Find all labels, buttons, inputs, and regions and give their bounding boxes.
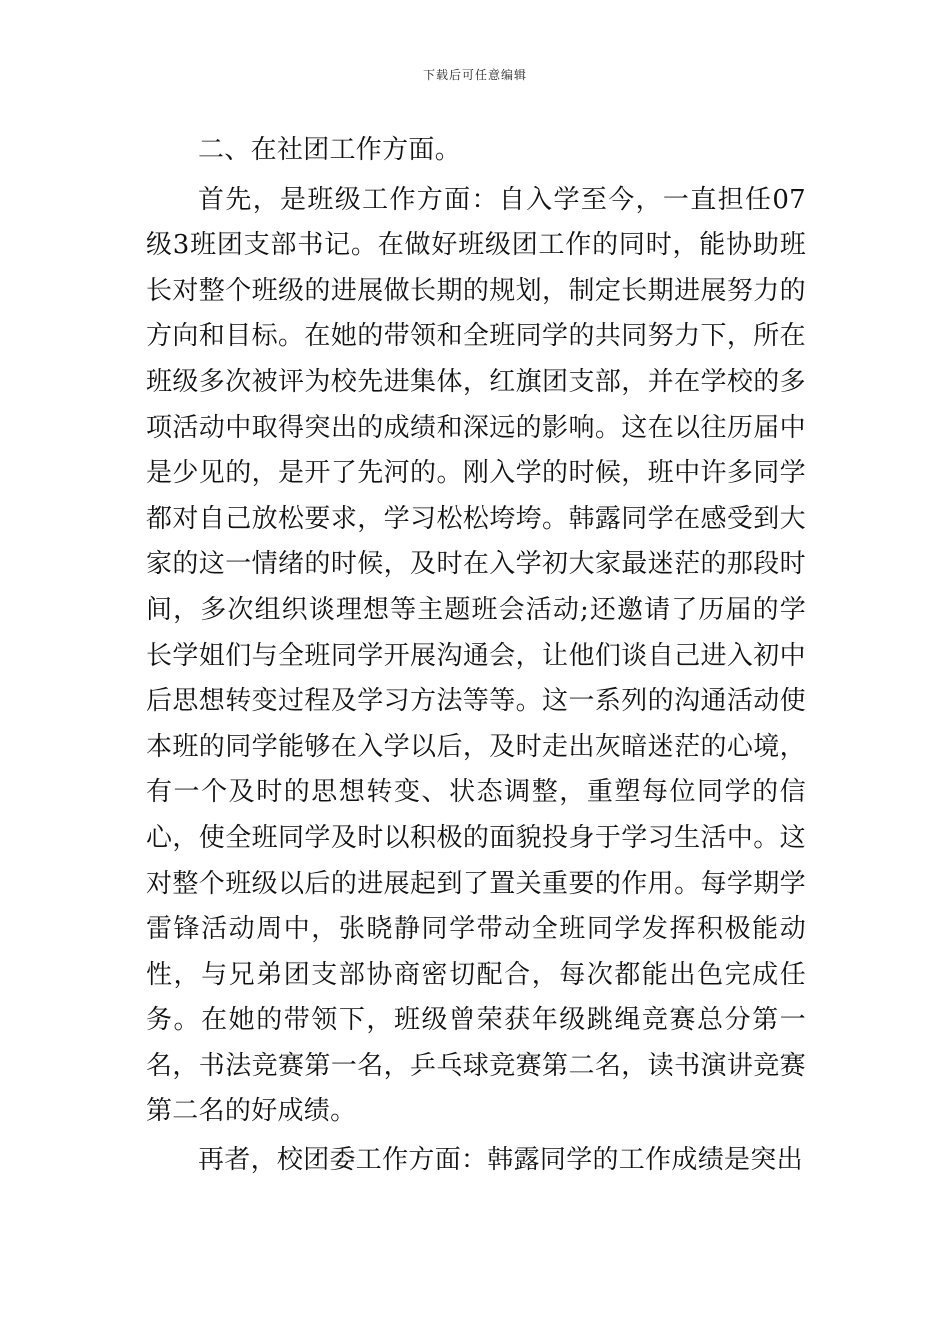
section-heading: 二、在社团工作方面。	[198, 135, 462, 165]
header-note: 下载后可任意编辑	[422, 68, 527, 82]
paragraph: 首先，是班级工作方面：自入学至今，一直担任07级3班团支部书记。在做好班级团工作的同时，能协助班长对整个班级的进展做长期的规划，制定长期进展努力的方向和目标。在她的带领和全班同学的共同努力下，所在班级多次被评为校先进集体，红旗团支部，并在学校的多项活动中取得突出的成绩和深远的影响。这在以往历届中是少见的，是开了先河的。刚入学的时候，班中许多同学都对自己放松要求，学习松松垮垮。韩露同学在感受到大家的这一情绪的时候，及时在入学初大家最迷茫的那段时间，多次组织谈理想等主题班会活动;还邀请了历届的学长学姐们与全班同学开展沟通会，让他们谈自己进入初中后思想转变过程及学习方法等等。这一系列的沟通活动使本班的同学能够在入学以后，及时走出灰暗迷茫的心境，有一个及时的思想转变、状态调整，重塑每位同学的信心，使全班同学及时以积极的面貌投身于学习生活中。这对整个班级以后的进展起到了置关重要的作用。每学期学雷锋活动周中，张晓静同学带动全班同学发挥积极能动性，与兄弟团支部协商密切配合，每次都能出色完成任务。在她的带领下，班级曾荣获年级跳绳竞赛总分第一名，书法竞赛第一名，乒乓球竞赛第二名，读书演讲竞赛第二名的好成绩。	[146, 184, 806, 1127]
document-body	[146, 128, 806, 1184]
paragraph: 再者，校团委工作方面：韩露同学的工作成绩是突出	[198, 1145, 803, 1176]
